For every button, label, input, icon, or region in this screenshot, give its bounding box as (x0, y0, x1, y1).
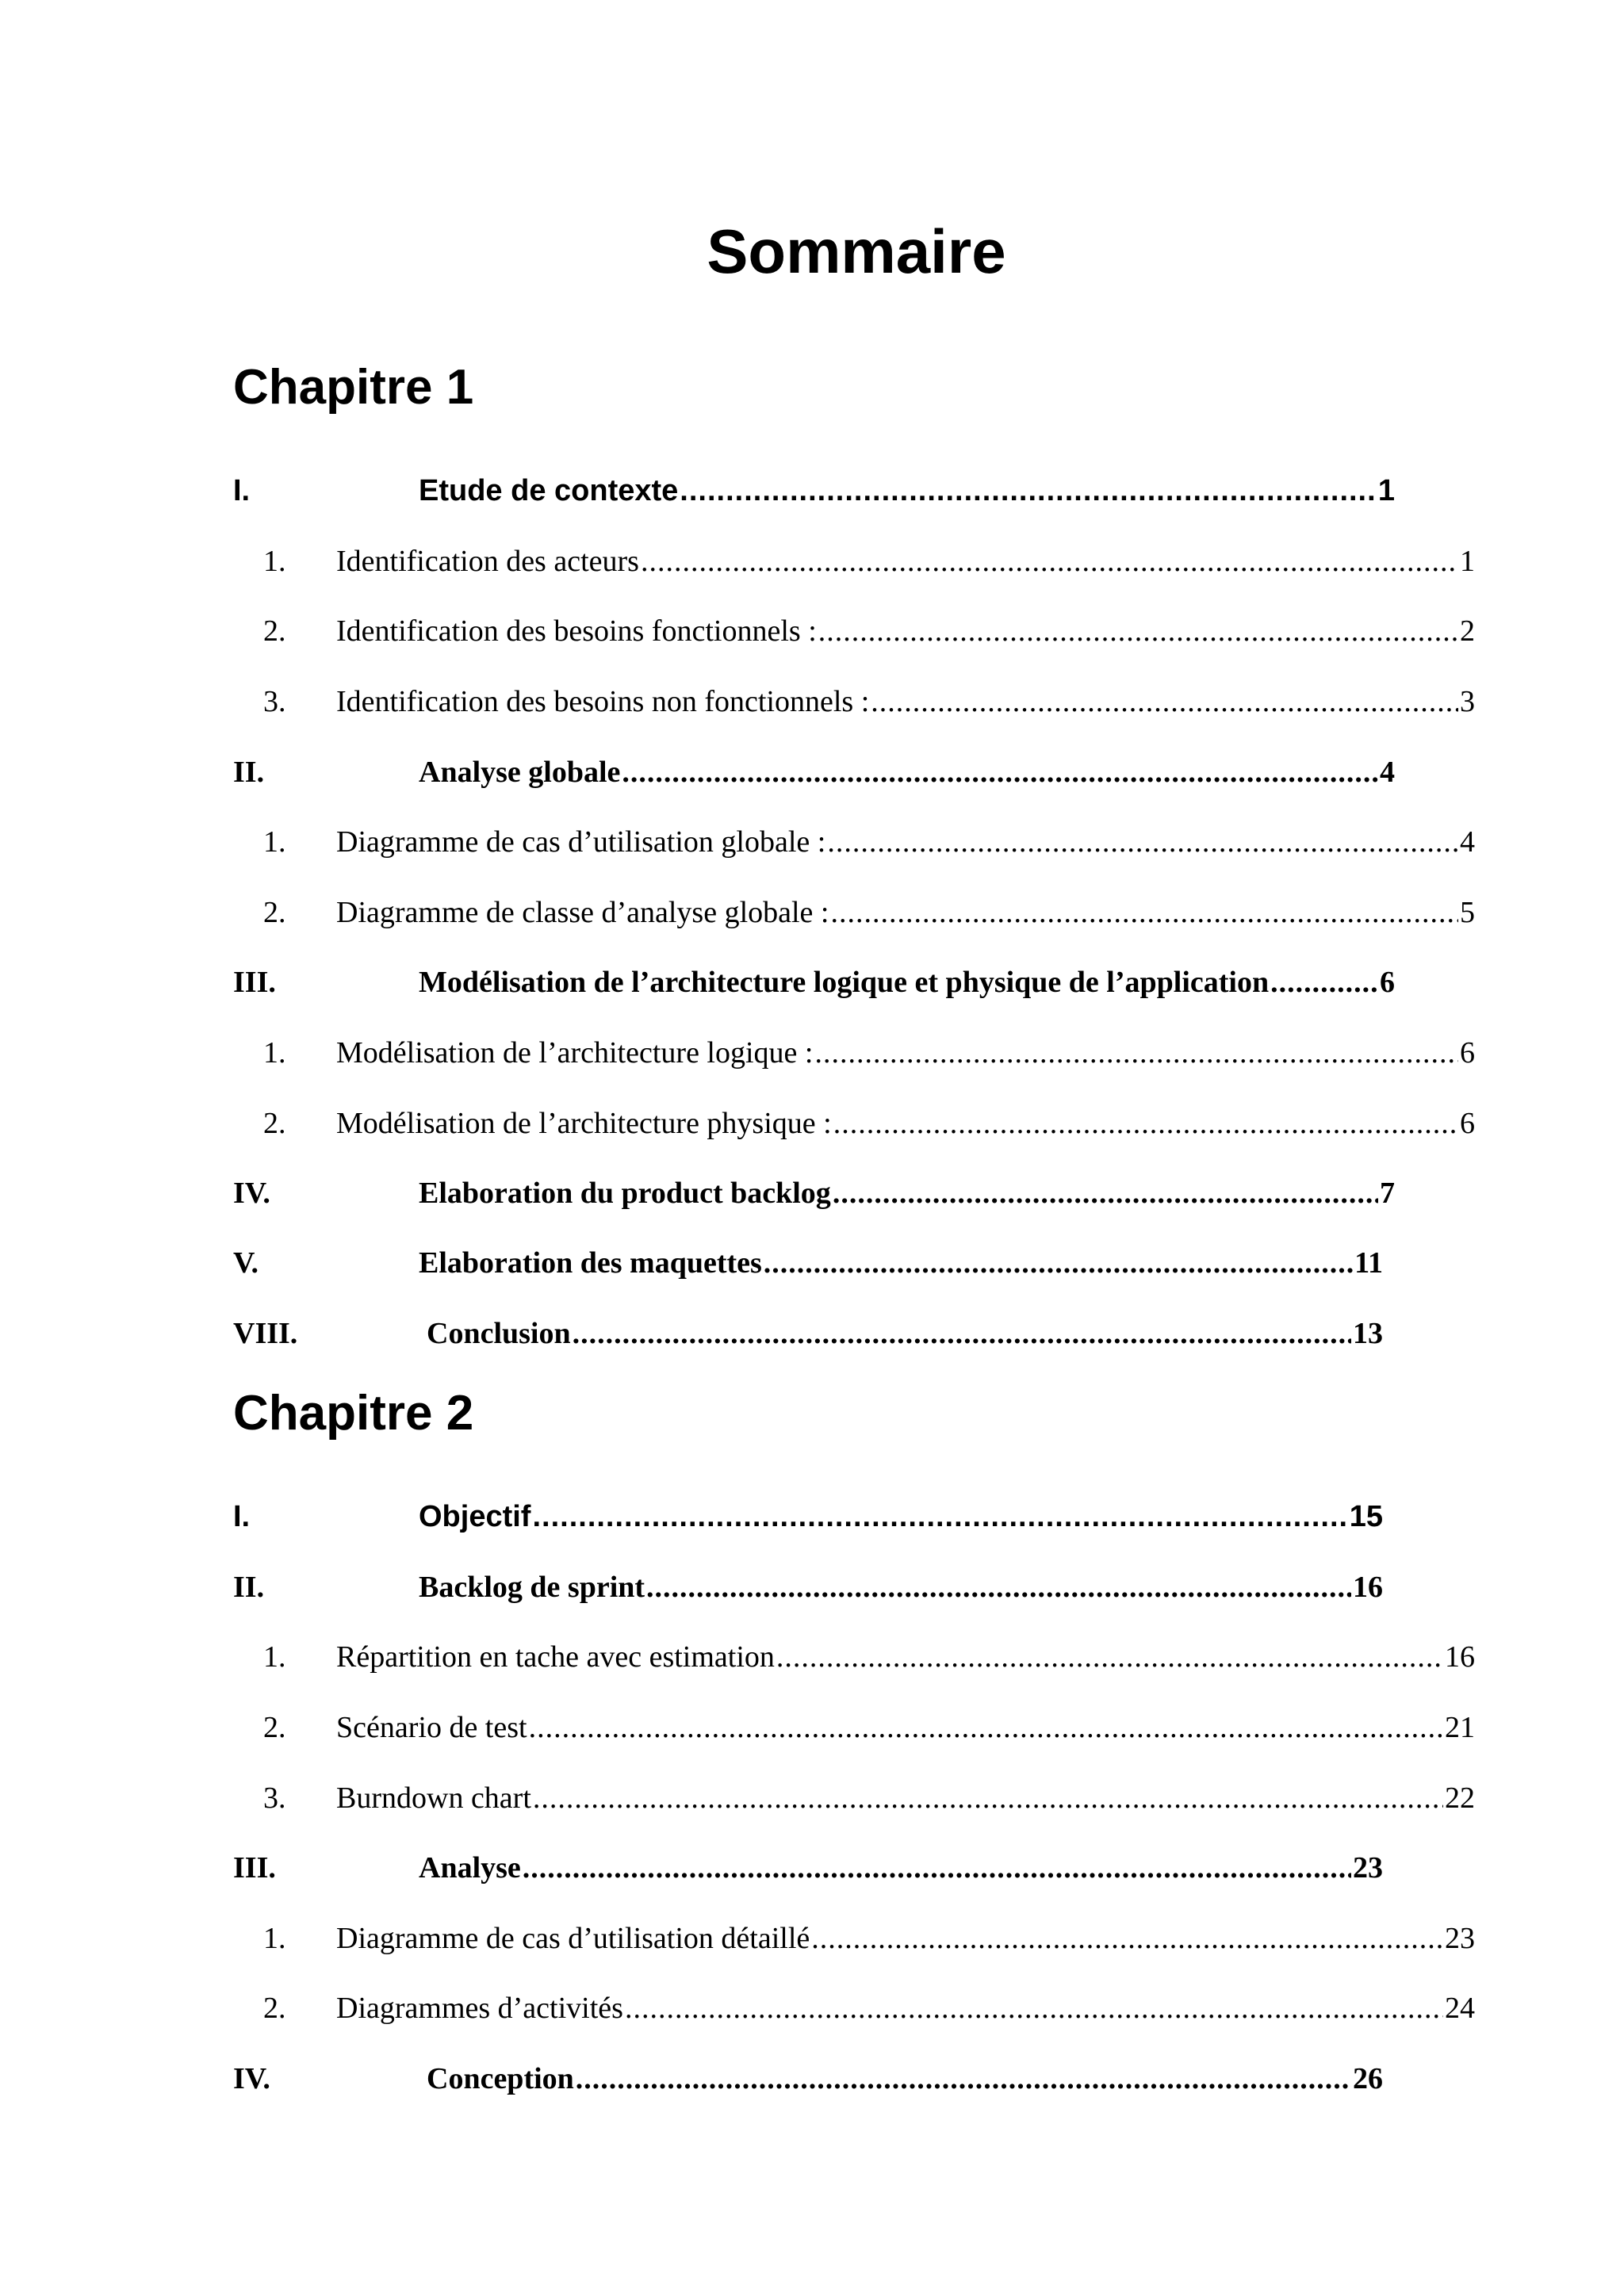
chapter-heading: Chapitre 2 (233, 1386, 474, 1441)
toc-entry[interactable] (233, 1495, 1383, 1538)
toc-leader-dots (622, 751, 1378, 794)
toc-leader-dots (871, 680, 1458, 723)
toc-entry-number: 2. (263, 1992, 286, 2025)
toc-leader-dots (576, 2057, 1351, 2100)
toc-entry-number: III. (233, 1851, 276, 1885)
toc-entry-label: Répartition en tache avec estimation (336, 1640, 775, 1674)
toc-leader-dots (814, 1031, 1458, 1074)
toc-leader-dots (818, 610, 1458, 652)
toc-entry-number: V. (233, 1246, 259, 1280)
toc-entry-page: 11 (1354, 1246, 1383, 1280)
toc-entry[interactable] (263, 610, 1475, 652)
toc-entry-page: 1 (1460, 545, 1475, 578)
toc-entry-number: 1. (263, 1922, 286, 1955)
toc-entry-number: IV. (233, 1177, 270, 1210)
toc-entry[interactable] (263, 1706, 1475, 1749)
toc-entry-page: 22 (1445, 1781, 1475, 1815)
toc-entry[interactable] (263, 680, 1475, 723)
toc-leader-dots (625, 1987, 1443, 2030)
toc-entry-page: 23 (1353, 1851, 1383, 1885)
toc-entry[interactable] (233, 1566, 1383, 1609)
toc-entry-number: 2. (263, 896, 286, 929)
toc-entry-label: Diagramme de classe d’analyse globale : (336, 896, 829, 929)
toc-entry[interactable] (233, 1172, 1395, 1215)
toc-leader-dots (646, 1566, 1351, 1609)
toc-entry-label: Modélisation de l’architecture physique : (336, 1107, 832, 1140)
toc-entry-number: III. (233, 966, 276, 999)
toc-leader-dots (776, 1636, 1443, 1678)
toc-leader-dots (830, 891, 1458, 934)
toc-entry-label: Elaboration des maquettes (419, 1246, 762, 1280)
toc-entry-page: 1 (1377, 474, 1395, 507)
toc-entry-label: Identification des besoins fonctionnels : (336, 614, 817, 648)
toc-entry-page: 13 (1353, 1317, 1383, 1350)
toc-entry-label: Backlog de sprint (419, 1571, 645, 1604)
toc-entry-number: II. (233, 1571, 265, 1604)
toc-entry-label: Diagramme de cas d’utilisation détaillé (336, 1922, 810, 1955)
toc-entry-page: 21 (1445, 1711, 1475, 1744)
toc-entry-label: Elaboration du product backlog (419, 1177, 831, 1210)
toc-entry[interactable] (263, 821, 1475, 863)
toc-entry-page: 5 (1460, 896, 1475, 929)
toc-entry-label: Analyse globale (419, 756, 621, 789)
toc-entry-number: 1. (263, 1640, 286, 1674)
toc-entry[interactable] (233, 961, 1395, 1004)
toc-leader-dots (811, 1917, 1443, 1960)
toc-entry[interactable] (263, 1636, 1475, 1678)
toc-entry-label: Identification des acteurs (336, 545, 639, 578)
toc-entry-number: 2. (263, 614, 286, 648)
toc-entry[interactable] (233, 751, 1395, 794)
toc-entry-label: Conception (427, 2062, 574, 2095)
toc-entry-label: Burndown chart (336, 1781, 531, 1815)
toc-leader-dots (573, 1312, 1351, 1355)
toc-entry-number: 2. (263, 1107, 286, 1140)
toc-entry-label: Modélisation de l’architecture logique : (336, 1036, 814, 1070)
toc-entry-page: 15 (1349, 1500, 1383, 1533)
toc-entry[interactable] (263, 1917, 1475, 1960)
toc-entry[interactable] (233, 1242, 1383, 1284)
toc-entry-label: Diagramme de cas d’utilisation globale : (336, 825, 826, 859)
toc-entry-page: 2 (1460, 614, 1475, 648)
toc-entry[interactable] (263, 1031, 1475, 1074)
toc-entry[interactable] (263, 1102, 1475, 1145)
toc-leader-dots (529, 1706, 1443, 1749)
toc-entry-page: 3 (1460, 685, 1475, 718)
toc-leader-dots (833, 1102, 1458, 1145)
toc-leader-dots (764, 1242, 1353, 1284)
toc-entry-number: I. (233, 474, 251, 507)
toc-entry-page: 16 (1353, 1571, 1383, 1604)
toc-leader-dots (533, 1777, 1443, 1820)
toc-entry-label: Modélisation de l’architecture logique et physique de l’application (419, 966, 1270, 999)
toc-entry-page: 6 (1460, 1107, 1475, 1140)
toc-entry-label: Scénario de test (336, 1711, 527, 1744)
chapter-heading: Chapitre 1 (233, 360, 474, 415)
toc-entry[interactable] (263, 540, 1475, 583)
toc-entry-label: Diagrammes d’activités (336, 1992, 623, 2025)
toc-leader-dots (641, 540, 1458, 583)
toc-entry[interactable] (233, 1312, 1383, 1355)
toc-entry-page: 7 (1380, 1177, 1395, 1210)
toc-entry-number: IV. (233, 2062, 270, 2095)
toc-leader-dots (523, 1846, 1351, 1889)
toc-entry-number: 3. (263, 1781, 286, 1815)
toc-entry[interactable] (263, 1987, 1475, 2030)
toc-entry-number: 1. (263, 545, 286, 578)
toc-entry-number: 3. (263, 685, 286, 718)
toc-entry-number: 1. (263, 825, 286, 859)
toc-entry-page: 16 (1445, 1640, 1475, 1674)
toc-entry[interactable] (263, 1777, 1475, 1820)
toc-entry[interactable] (263, 891, 1475, 934)
toc-entry-page: 24 (1445, 1992, 1475, 2025)
toc-entry-label: Identification des besoins non fonctionnels : (336, 685, 870, 718)
toc-entry-number: 2. (263, 1711, 286, 1744)
toc-leader-dots (827, 821, 1458, 863)
toc-entry-label: Etude de contexte (419, 474, 679, 507)
toc-entry-page: 26 (1353, 2062, 1383, 2095)
toc-entry-page: 6 (1380, 966, 1395, 999)
toc-entry-label: Conclusion (427, 1317, 571, 1350)
toc-entry-number: II. (233, 756, 265, 789)
page-title: Sommaire (707, 216, 1006, 286)
toc-entry[interactable] (233, 1846, 1383, 1889)
toc-entry-page: 23 (1445, 1922, 1475, 1955)
toc-entry[interactable] (233, 469, 1395, 512)
toc-entry-number: VIII. (233, 1317, 298, 1350)
toc-leader-dots (532, 1495, 1347, 1538)
toc-entry-page: 4 (1380, 756, 1395, 789)
toc-entry-label: Objectif (419, 1500, 531, 1533)
toc-leader-dots (680, 469, 1377, 512)
toc-entry-number: 1. (263, 1036, 286, 1070)
toc-entry-label: Analyse (419, 1851, 521, 1885)
toc-entry-page: 6 (1460, 1036, 1475, 1070)
toc-leader-dots (833, 1172, 1378, 1215)
toc-entry[interactable] (233, 2057, 1383, 2100)
toc-entry-page: 4 (1460, 825, 1475, 859)
toc-leader-dots (1270, 961, 1378, 1004)
toc-entry-number: I. (233, 1500, 251, 1533)
